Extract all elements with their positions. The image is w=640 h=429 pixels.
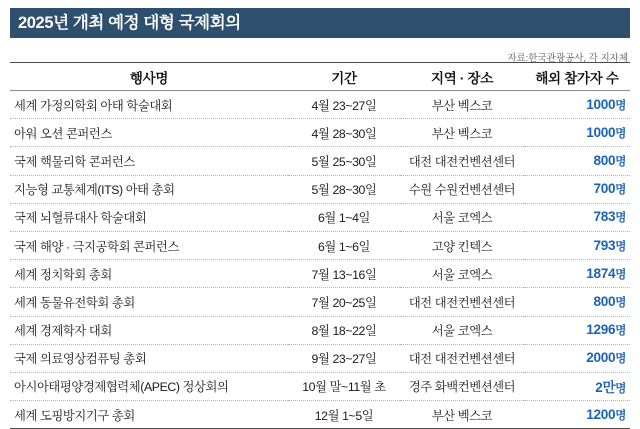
cell-location: 대전 대전컨벤션센터	[400, 344, 524, 372]
title-bar	[10, 8, 630, 38]
cell-attendees	[524, 175, 630, 203]
attendees-unit: 명	[615, 353, 626, 366]
cell-event-name: 국제 뇌혈류대사 학술대회	[10, 203, 288, 231]
attendees-number: 2000	[586, 350, 616, 366]
attendees-unit: 명	[615, 325, 626, 338]
attendees-unit: 명	[615, 240, 626, 253]
infographic-page	[0, 8, 640, 424]
cell-period: 6월 1~4일	[288, 203, 400, 231]
attendees-number: 1296	[586, 322, 616, 338]
cell-period: 4월 28~30일	[288, 119, 400, 147]
cell-attendees	[524, 91, 630, 119]
cell-location: 부산 벡스코	[400, 91, 524, 119]
cell-location: 대전 대전컨벤션센터	[400, 147, 524, 175]
table-header-row	[10, 63, 630, 91]
cell-event-name: 국제 핵물리학 콘퍼런스	[10, 147, 288, 175]
cell-event-name: 국제 해양 · 극지공학회 콘퍼런스	[10, 231, 288, 259]
table-header	[10, 63, 630, 91]
cell-event-name: 세계 가정의학회 아태 학술대회	[10, 91, 288, 119]
attendees-unit: 명	[615, 184, 626, 197]
table-row	[10, 231, 630, 259]
table-row	[10, 344, 630, 372]
cell-period: 5월 25~30일	[288, 147, 400, 175]
cell-period: 7월 13~16일	[288, 260, 400, 288]
cell-event-name: 아워 오션 콘퍼런스	[10, 119, 288, 147]
cell-event-name: 세계 도핑방지기구 총회	[10, 401, 288, 429]
source-note: 자료:한국관광공사, 각 지자체	[507, 53, 628, 64]
cell-location: 고양 킨텍스	[400, 231, 524, 259]
cell-event-name: 지능형 교통체계(ITS) 아태 총회	[10, 175, 288, 203]
attendees-number: 700	[593, 181, 616, 197]
table-row	[10, 401, 630, 429]
cell-attendees	[524, 344, 630, 372]
attendees-number: 800	[593, 152, 616, 168]
attendees-number: 793	[593, 237, 616, 253]
column-header-date: 기간	[288, 63, 400, 91]
cell-location: 서울 코엑스	[400, 316, 524, 344]
attendees-unit: 명	[615, 127, 626, 140]
attendees-number: 1874	[586, 265, 616, 281]
cell-attendees	[524, 316, 630, 344]
cell-period: 8월 18~22일	[288, 316, 400, 344]
cell-period: 12월 1~5일	[288, 401, 400, 429]
cell-attendees	[524, 372, 630, 400]
attendees-number: 1000	[586, 124, 616, 140]
table-row	[10, 260, 630, 288]
cell-period: 4월 23~27일	[288, 91, 400, 119]
table-row	[10, 91, 630, 119]
attendees-number: 2만	[595, 380, 616, 396]
cell-event-name: 아시아태평양경제협력체(APEC) 정상회의	[10, 372, 288, 400]
attendees-unit: 명	[615, 383, 626, 396]
cell-location: 대전 대전컨벤션센터	[400, 288, 524, 316]
attendees-unit: 명	[615, 296, 626, 309]
cell-location: 수원 수원컨벤션센터	[400, 175, 524, 203]
cell-location: 서울 코엑스	[400, 203, 524, 231]
table-row	[10, 316, 630, 344]
table-row	[10, 175, 630, 203]
attendees-unit: 명	[615, 99, 626, 112]
cell-attendees	[524, 260, 630, 288]
attendees-number: 1200	[586, 406, 616, 422]
cell-location: 서울 코엑스	[400, 260, 524, 288]
cell-period: 9월 23~27일	[288, 344, 400, 372]
table-row	[10, 372, 630, 400]
cell-period: 5월 28~30일	[288, 175, 400, 203]
cell-period: 7월 20~25일	[288, 288, 400, 316]
attendees-unit: 명	[615, 155, 626, 168]
cell-location: 경주 화백컨벤션센터	[400, 372, 524, 400]
cell-attendees	[524, 119, 630, 147]
cell-event-name: 세계 경제학자 대회	[10, 316, 288, 344]
attendees-unit: 명	[615, 212, 626, 225]
attendees-unit: 명	[615, 409, 626, 422]
cell-location: 부산 벡스코	[400, 401, 524, 429]
table-row	[10, 119, 630, 147]
page-title: 2025년 개최 예정 대형 국제회의	[18, 14, 241, 32]
cell-event-name: 세계 동물유전학회 총회	[10, 288, 288, 316]
column-header-name: 행사명	[10, 63, 288, 91]
cell-period: 6월 1~6일	[288, 231, 400, 259]
column-header-place: 지역 · 장소	[400, 63, 524, 91]
attendees-number: 783	[593, 209, 616, 225]
conference-table	[10, 62, 630, 429]
cell-location: 부산 벡스코	[400, 119, 524, 147]
attendees-number: 800	[593, 293, 616, 309]
attendees-number: 1000	[586, 96, 616, 112]
cell-period: 10월 말~11월 초	[288, 372, 400, 400]
table-row	[10, 203, 630, 231]
cell-attendees	[524, 147, 630, 175]
table-body	[10, 91, 630, 429]
cell-attendees	[524, 203, 630, 231]
cell-event-name: 세계 정치학회 총회	[10, 260, 288, 288]
cell-attendees	[524, 231, 630, 259]
cell-attendees	[524, 401, 630, 429]
table-row	[10, 147, 630, 175]
column-header-attendees: 해외 참가자 수	[524, 63, 630, 91]
cell-attendees	[524, 288, 630, 316]
table-row	[10, 288, 630, 316]
cell-event-name: 국제 의료영상컴퓨팅 총회	[10, 344, 288, 372]
attendees-unit: 명	[615, 268, 626, 281]
